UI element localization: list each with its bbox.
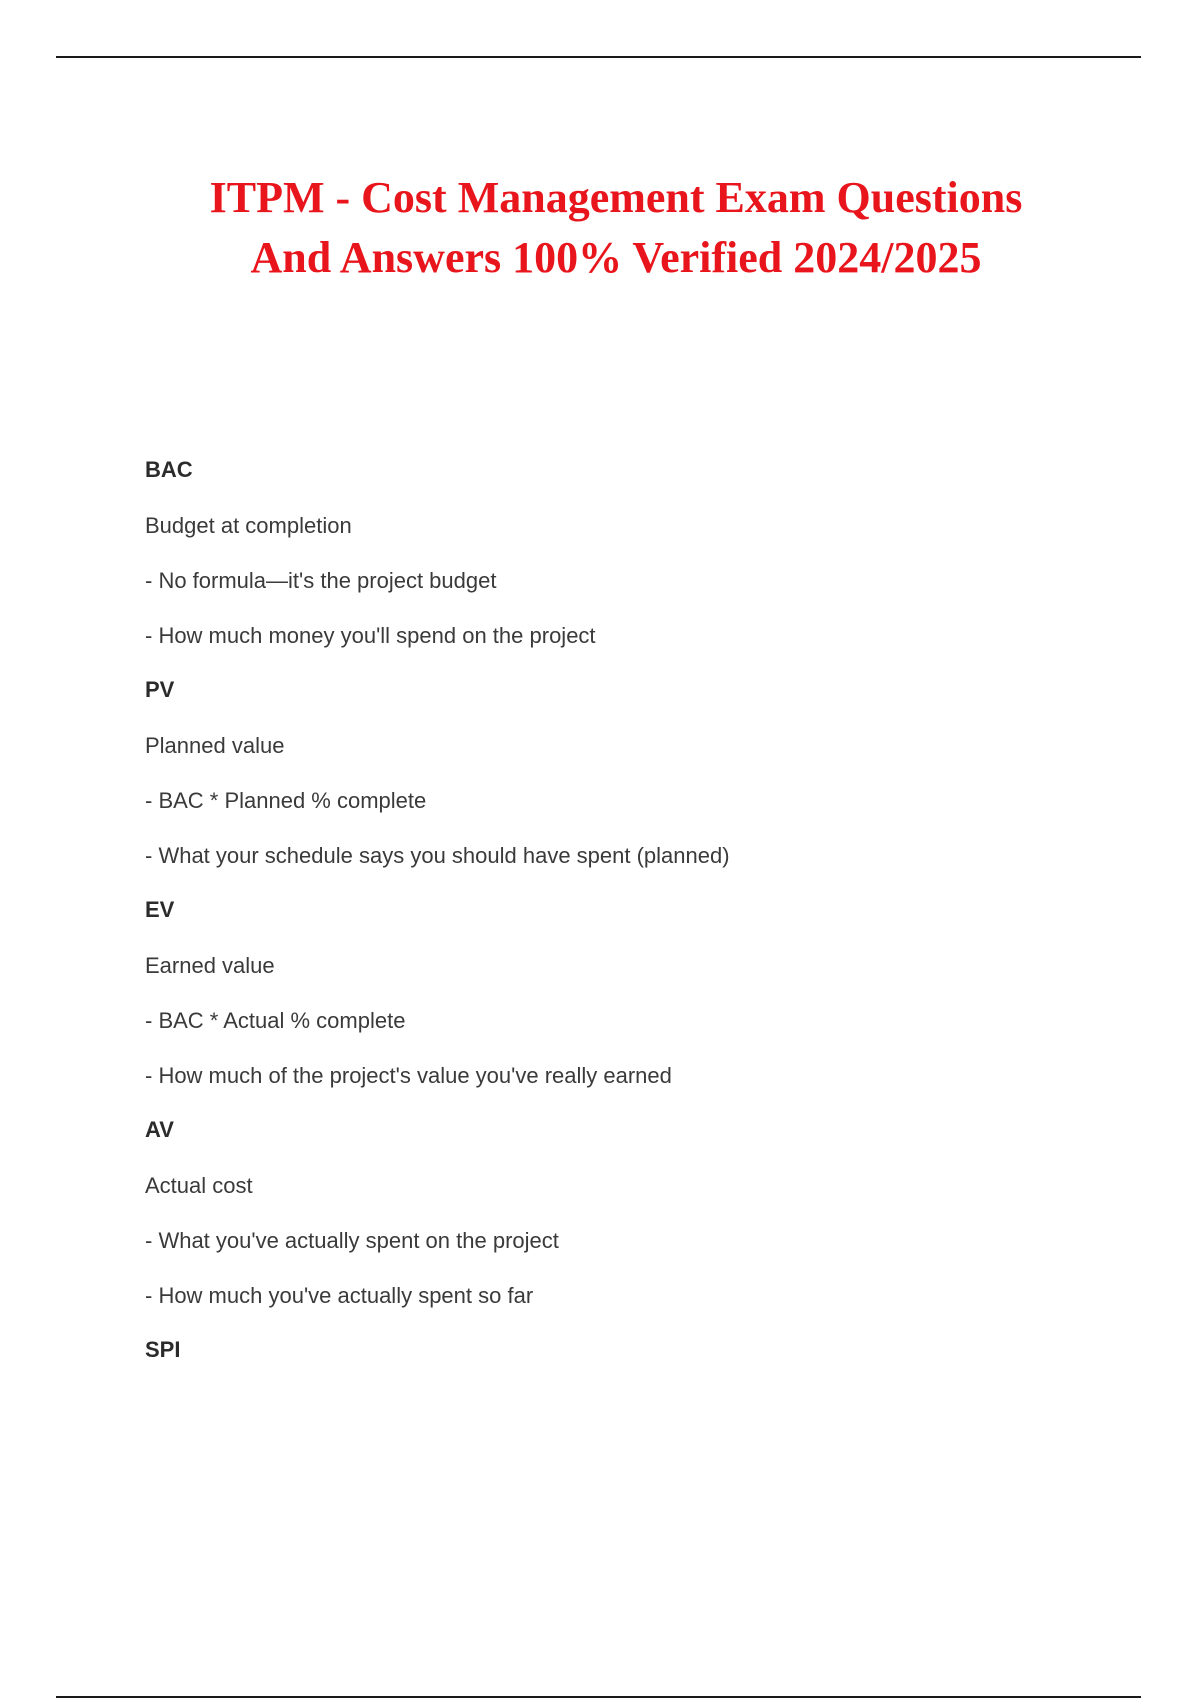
- document-title: [0, 168, 1200, 288]
- definition: Earned value: [145, 953, 275, 978]
- term: PV: [145, 677, 175, 702]
- definition: Budget at completion: [145, 513, 352, 538]
- qa-entry-spi: [145, 1332, 1095, 1368]
- note: - No formula—it's the project budget: [145, 568, 497, 593]
- term: BAC: [145, 457, 193, 482]
- qa-list: [145, 452, 1095, 1387]
- qa-entry-bac: [145, 452, 1095, 654]
- note: - What your schedule says you should have spent (planned): [145, 843, 730, 868]
- note: - BAC * Planned % complete: [145, 788, 427, 813]
- qa-entry-pv: [145, 672, 1095, 874]
- note: - How much of the project's value you've really earned: [145, 1063, 672, 1088]
- qa-entry-ev: [145, 892, 1095, 1094]
- qa-entry-av: [145, 1112, 1095, 1314]
- bottom-rule: [56, 1696, 1141, 1698]
- term: AV: [145, 1117, 174, 1142]
- note: - BAC * Actual % complete: [145, 1008, 406, 1033]
- top-rule: [56, 56, 1141, 58]
- note: - What you've actually spent on the project: [145, 1228, 559, 1253]
- title-line-1: ITPM - Cost Management Exam Questions: [209, 173, 1023, 222]
- definition: Actual cost: [145, 1173, 253, 1198]
- definition: Planned value: [145, 733, 285, 758]
- note: - How much money you'll spend on the project: [145, 623, 596, 648]
- term: SPI: [145, 1337, 181, 1362]
- note: - How much you've actually spent so far: [145, 1283, 534, 1308]
- title-line-2: And Answers 100% Verified 2024/2025: [250, 233, 982, 282]
- term: EV: [145, 897, 175, 922]
